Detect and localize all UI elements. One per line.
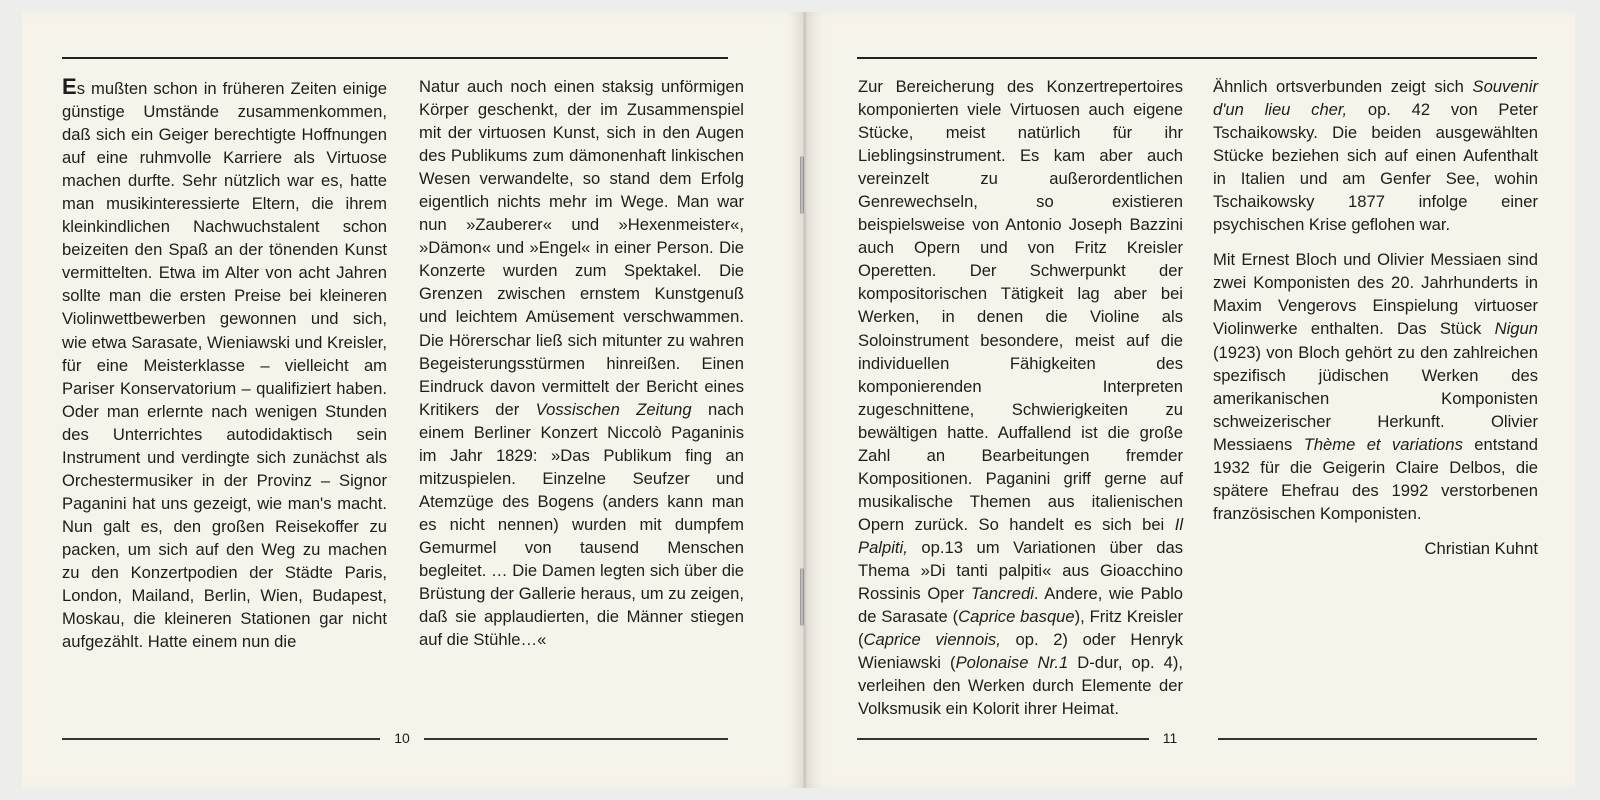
header-rule-left [62,57,728,59]
paragraph: Ähnlich ortsverbunden zeigt sich Souvenir d'un lieu cher, op. 42 von Peter Tschaikowsky. Die beiden ausgewählten Stücke beziehen sich auf einen Aufenthalt in Italien und am Genfer See, wohin Tschaikowsky 1877 infolge einer psychischen Krise geflohen war. [1213,77,1538,235]
page-number-right: 11 [1162,730,1178,746]
footer-rule-left-a [62,738,380,740]
header-rule-right [857,57,1537,59]
staple-bottom [800,568,804,626]
page-number-left: 10 [394,730,410,746]
staple-top [800,156,804,214]
footer-rule-left-b [424,738,728,740]
booklet-spine [803,12,807,788]
footer-rule-right-a [857,738,1149,740]
paragraph: Natur auch noch einen staksig unförmigen Körper geschenkt, der im Zusammenspiel mit der virtuosen Kunst, sich in den Augen des Publikums zum dämonenhaft linkischen Wesen verwandelte, so stand dem Erfolg eigentlich nichts mehr im Wege. Man war nun »Zauberer« und »Hexenmeister«, »Dämon« und »Engel« in einer Person. Die Konzerte wurden zum Spektakel. Die Grenzen zwischen ernstem Kunstgenuß und leichtem Amüsement verschwammen. Die Hörerschar ließ sich mitunter zu wahren Begeisterungsstürmen hinreißen. Einen Eindruck davon vermittelt der Bericht eines Kritikers der Vossischen Zeitung nach einem Berliner Konzert Niccolò Paganinis im Jahr 1829: »Das Publikum fing an mitzuspielen. Einzelne Seufzer und Atemzüge des Bogens (anders kann man es nicht nennen) wurden mit dumpfem Gemurmel von tausend Menschen begleitet. … Die Damen legten sich über die Brüstung der Gallerie heraus, um zu zeigen, daß sie applaudierten, die Männer stiegen auf die Stühle…« [419,77,744,650]
paragraph: Zur Bereicherung des Konzertrepertoires komponierten viele Virtuosen auch eigene Stücke, meist natürlich für ihr Lieblingsinstrument. Es kam aber auch vereinzelt zu außerordentlichen Genrewechseln, so existieren beispielsweise von Antonio Joseph Bazzini auch Opern und von Fritz Kreisler Operetten. Der Schwerpunkt der kompositorischen Tätigkeit lag aber bei Werken, in denen die Violine als Soloinstrument besondere, meist auf die individuellen Fähigkeiten des komponierenden Interpreten zugeschnittene, Schwierigkeiten zu bewältigen hatte. Auffallend ist die große Zahl an Bearbeitungen fremder Kompositionen. Paganini griff gerne auf musikalische Themen aus italienischen Opern zurück. So handelt es sich bei Il Palpiti, op.13 um Variationen über das Thema »Di tanti palpiti« aus Gioacchino Rossinis Oper Tancredi. Andere, wie Pablo de Sarasate (Caprice basque), Fritz Kreisler (Caprice viennois, op. 2) oder Henryk Wieniawski (Polonaise Nr.1 D-dur, op. 4), verleihen den Werken durch Elemente der Volksmusik ein Kolorit ihrer Heimat. [858,77,1184,719]
left-column-1 [62,75,387,665]
paragraph: Mit Ernest Bloch und Olivier Messiaen sind zwei Komponisten des 20. Jahrhunderts in Maxim Vengerovs Einspielung virtuoser Violinwerke enthalten. Das Stück Nigun (1923) von Bloch gehört zu den zahlreichen spezifisch jüdischen Werken des amerikanischen Komponisten schweizerischer Herkunft. Olivier Messiaens Thème et variations entstand 1932 für die Geigerin Claire Delbos, die spätere Ehefrau des 1992 verstorbenen französischen Komponisten. [1213,250,1538,523]
drop-cap: E [62,74,77,99]
paragraph: Es mußten schon in früheren Zeiten einige günstige Umstände zusammenkommen, daß sich ein Geiger berechtigte Hoffnungen auf eine ruhmvolle Karriere als Virtuose machen durfte. Sehr nützlich war es, hatte man musikinteressierte Eltern, die ihrem kleinkindlichen Nachwuchstalent schon beizeiten den Spaß an der tönenden Kunst vermittelten. Etwa im Alter von acht Jahren sollte man die ersten Preise bei kleineren Violinwettbewerben gewonnen und sich, wie etwa Sarasate, Wieniawski und Kreisler, für eine Meisterklasse – vielleicht am Pariser Konservatorium – qualifiziert haben. Oder man erlernte nach wenigen Stunden des Unterrichtes autodidaktisch sein Instrument und verdingte sich zunächst als Orchestermusiker in der Provinz – Signor Paganini hat uns gezeigt, wie man's macht. Nun galt es, den großen Reisekoffer zu packen, um sich auf den Weg zu machen zu den Konzertpodien der Städte Paris, London, Mailand, Berlin, Wien, Budapest, Moskau, die kleineren Stationen gar nicht aufgezählt. Hatte einem nun die [62,74,387,652]
right-column-1 [858,75,1183,732]
author-signature: Christian Kuhnt [1424,538,1538,558]
right-column-2 [1213,75,1538,572]
left-column-2 [419,75,744,663]
footer-rule-right-b [1218,738,1537,740]
